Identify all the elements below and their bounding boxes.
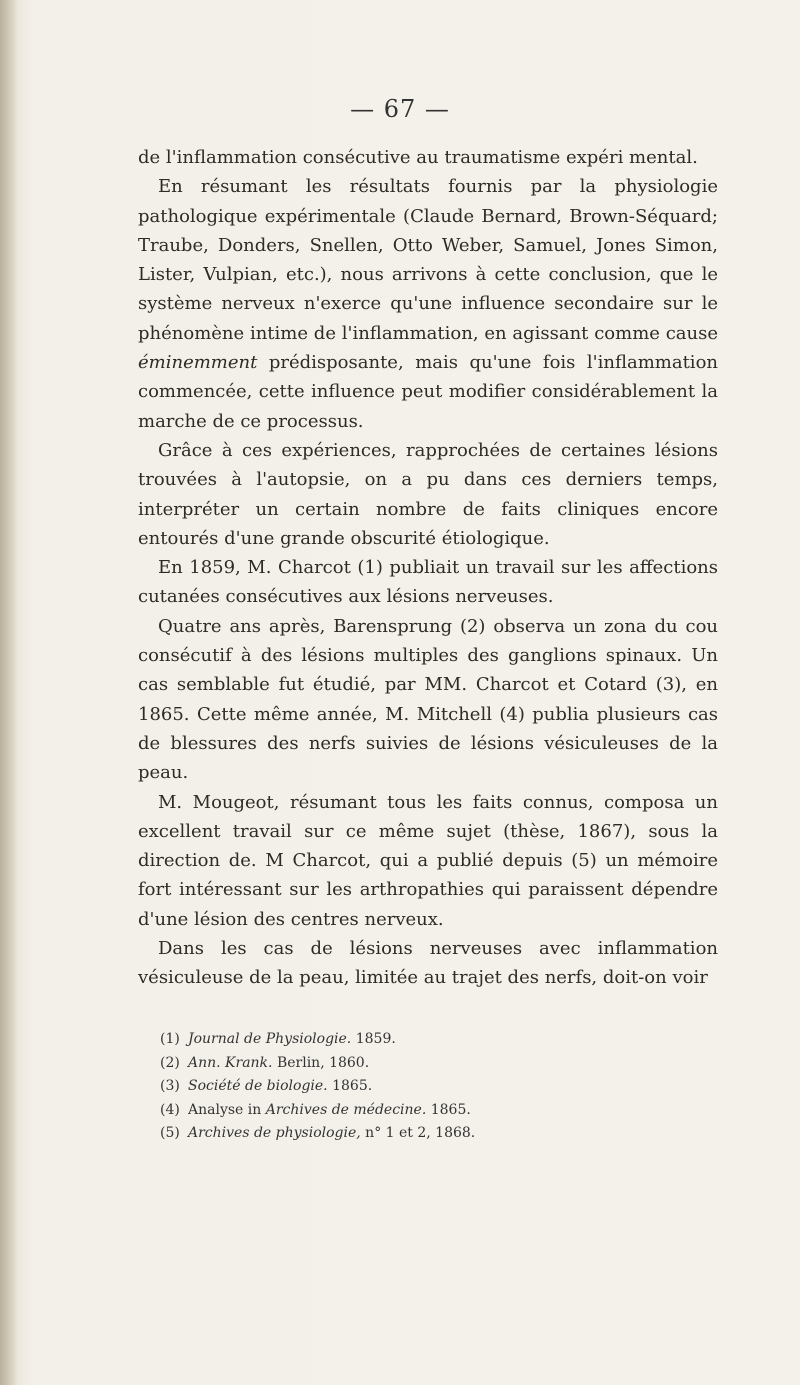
body-text bbox=[138, 143, 718, 993]
footnote-number: (5) bbox=[160, 1125, 180, 1141]
paragraph-2 bbox=[138, 172, 718, 436]
paragraph-1: de l'inflammation consécutive au traumatisme expéri mental. bbox=[138, 147, 698, 168]
paragraph-6: M. Mougeot, résumant tous les faits connus, composa un excellent travail sur ce même sujet (thèse, 1867), sous la direction de. M Charcot, qui a publié depuis (5) un mémoire fort intéressant sur les arthropathies qui paraissent dépendre d'une lésion des centres nerveux. bbox=[138, 791, 718, 930]
footnotes bbox=[160, 1028, 720, 1146]
footnote-source: Ann. Krank. bbox=[188, 1054, 273, 1071]
footnote-source: Société de biologie. bbox=[188, 1078, 328, 1094]
paragraph-7: Dans les cas de lésions nerveuses avec inflammation vésiculeuse de la peau, limitée au trajet des nerfs, doit-on voir bbox=[138, 938, 718, 989]
footnote-detail: n° 1 et 2, 1868. bbox=[360, 1125, 476, 1141]
paragraph-2-before: En résumant les résultats fournis par la physiologie pathologique expérimentale (Claude Bernard, Brown-Séquard; Traube, Donders, Snellen, Otto Weber, Samuel, Jones Simon, Lister, Vulpian, etc.), nous arrivons à cette conclusion, que le système nerveux n'exerce qu'une influence secondaire sur le phénomène intime de l'inflammation, en agissant comme cause bbox=[138, 176, 718, 344]
footnote-source: Journal de Physiologie. bbox=[188, 1031, 352, 1047]
footnote-3 bbox=[160, 1075, 720, 1099]
paragraph-3: Grâce à ces expériences, rapprochées de certaines lésions trouvées à l'autopsie, on a pu dans ces derniers temps, interpréter un certain nombre de faits cliniques encore entourés d'une grande obscurité étiologique. bbox=[138, 439, 718, 549]
footnote-number: (2) bbox=[160, 1054, 180, 1071]
footnote-detail: 1865. bbox=[327, 1078, 373, 1094]
footnote-prefix: Analyse in bbox=[188, 1101, 266, 1118]
footnote-number: (3) bbox=[160, 1078, 180, 1094]
footnote-2 bbox=[160, 1052, 720, 1076]
footnote-source: Archives de médecine. bbox=[265, 1101, 427, 1118]
page-number: — 67 — bbox=[350, 95, 450, 123]
paragraph-2-after: prédisposante, mais qu'une fois l'inflammation commencée, cette influence peut modifier considérablement la marche de ce processus. bbox=[138, 352, 718, 432]
footnote-number: (4) bbox=[160, 1101, 180, 1118]
binding-shadow bbox=[0, 0, 18, 1385]
footnote-detail: 1859. bbox=[351, 1031, 396, 1047]
paragraph-4: En 1859, M. Charcot (1) publiait un travail sur les affections cutanées consécutives aux lésions nerveuses. bbox=[138, 557, 718, 608]
footnote-detail: Berlin, 1860. bbox=[272, 1054, 370, 1071]
footnote-source: Archives de physiologie, bbox=[188, 1125, 361, 1141]
footnote-5 bbox=[160, 1122, 720, 1146]
paragraph-5: Quatre ans après, Barensprung (2) observa un zona du cou consécutif à des lésions multiples des ganglions spinaux. Un cas semblable fut étudié, par MM. Charcot et Cotard (3), en 1865. Cette même année, M. Mitchell (4) publia plusieurs cas de blessures des nerfs suivies de lésions vésiculeuses de la peau. bbox=[138, 615, 718, 784]
footnote-number: (1) bbox=[160, 1031, 180, 1047]
footnote-4 bbox=[160, 1099, 720, 1123]
footnote-detail: 1865. bbox=[426, 1101, 471, 1118]
footnote-1 bbox=[160, 1028, 720, 1052]
paragraph-2-emphasis: éminemment bbox=[138, 352, 258, 374]
